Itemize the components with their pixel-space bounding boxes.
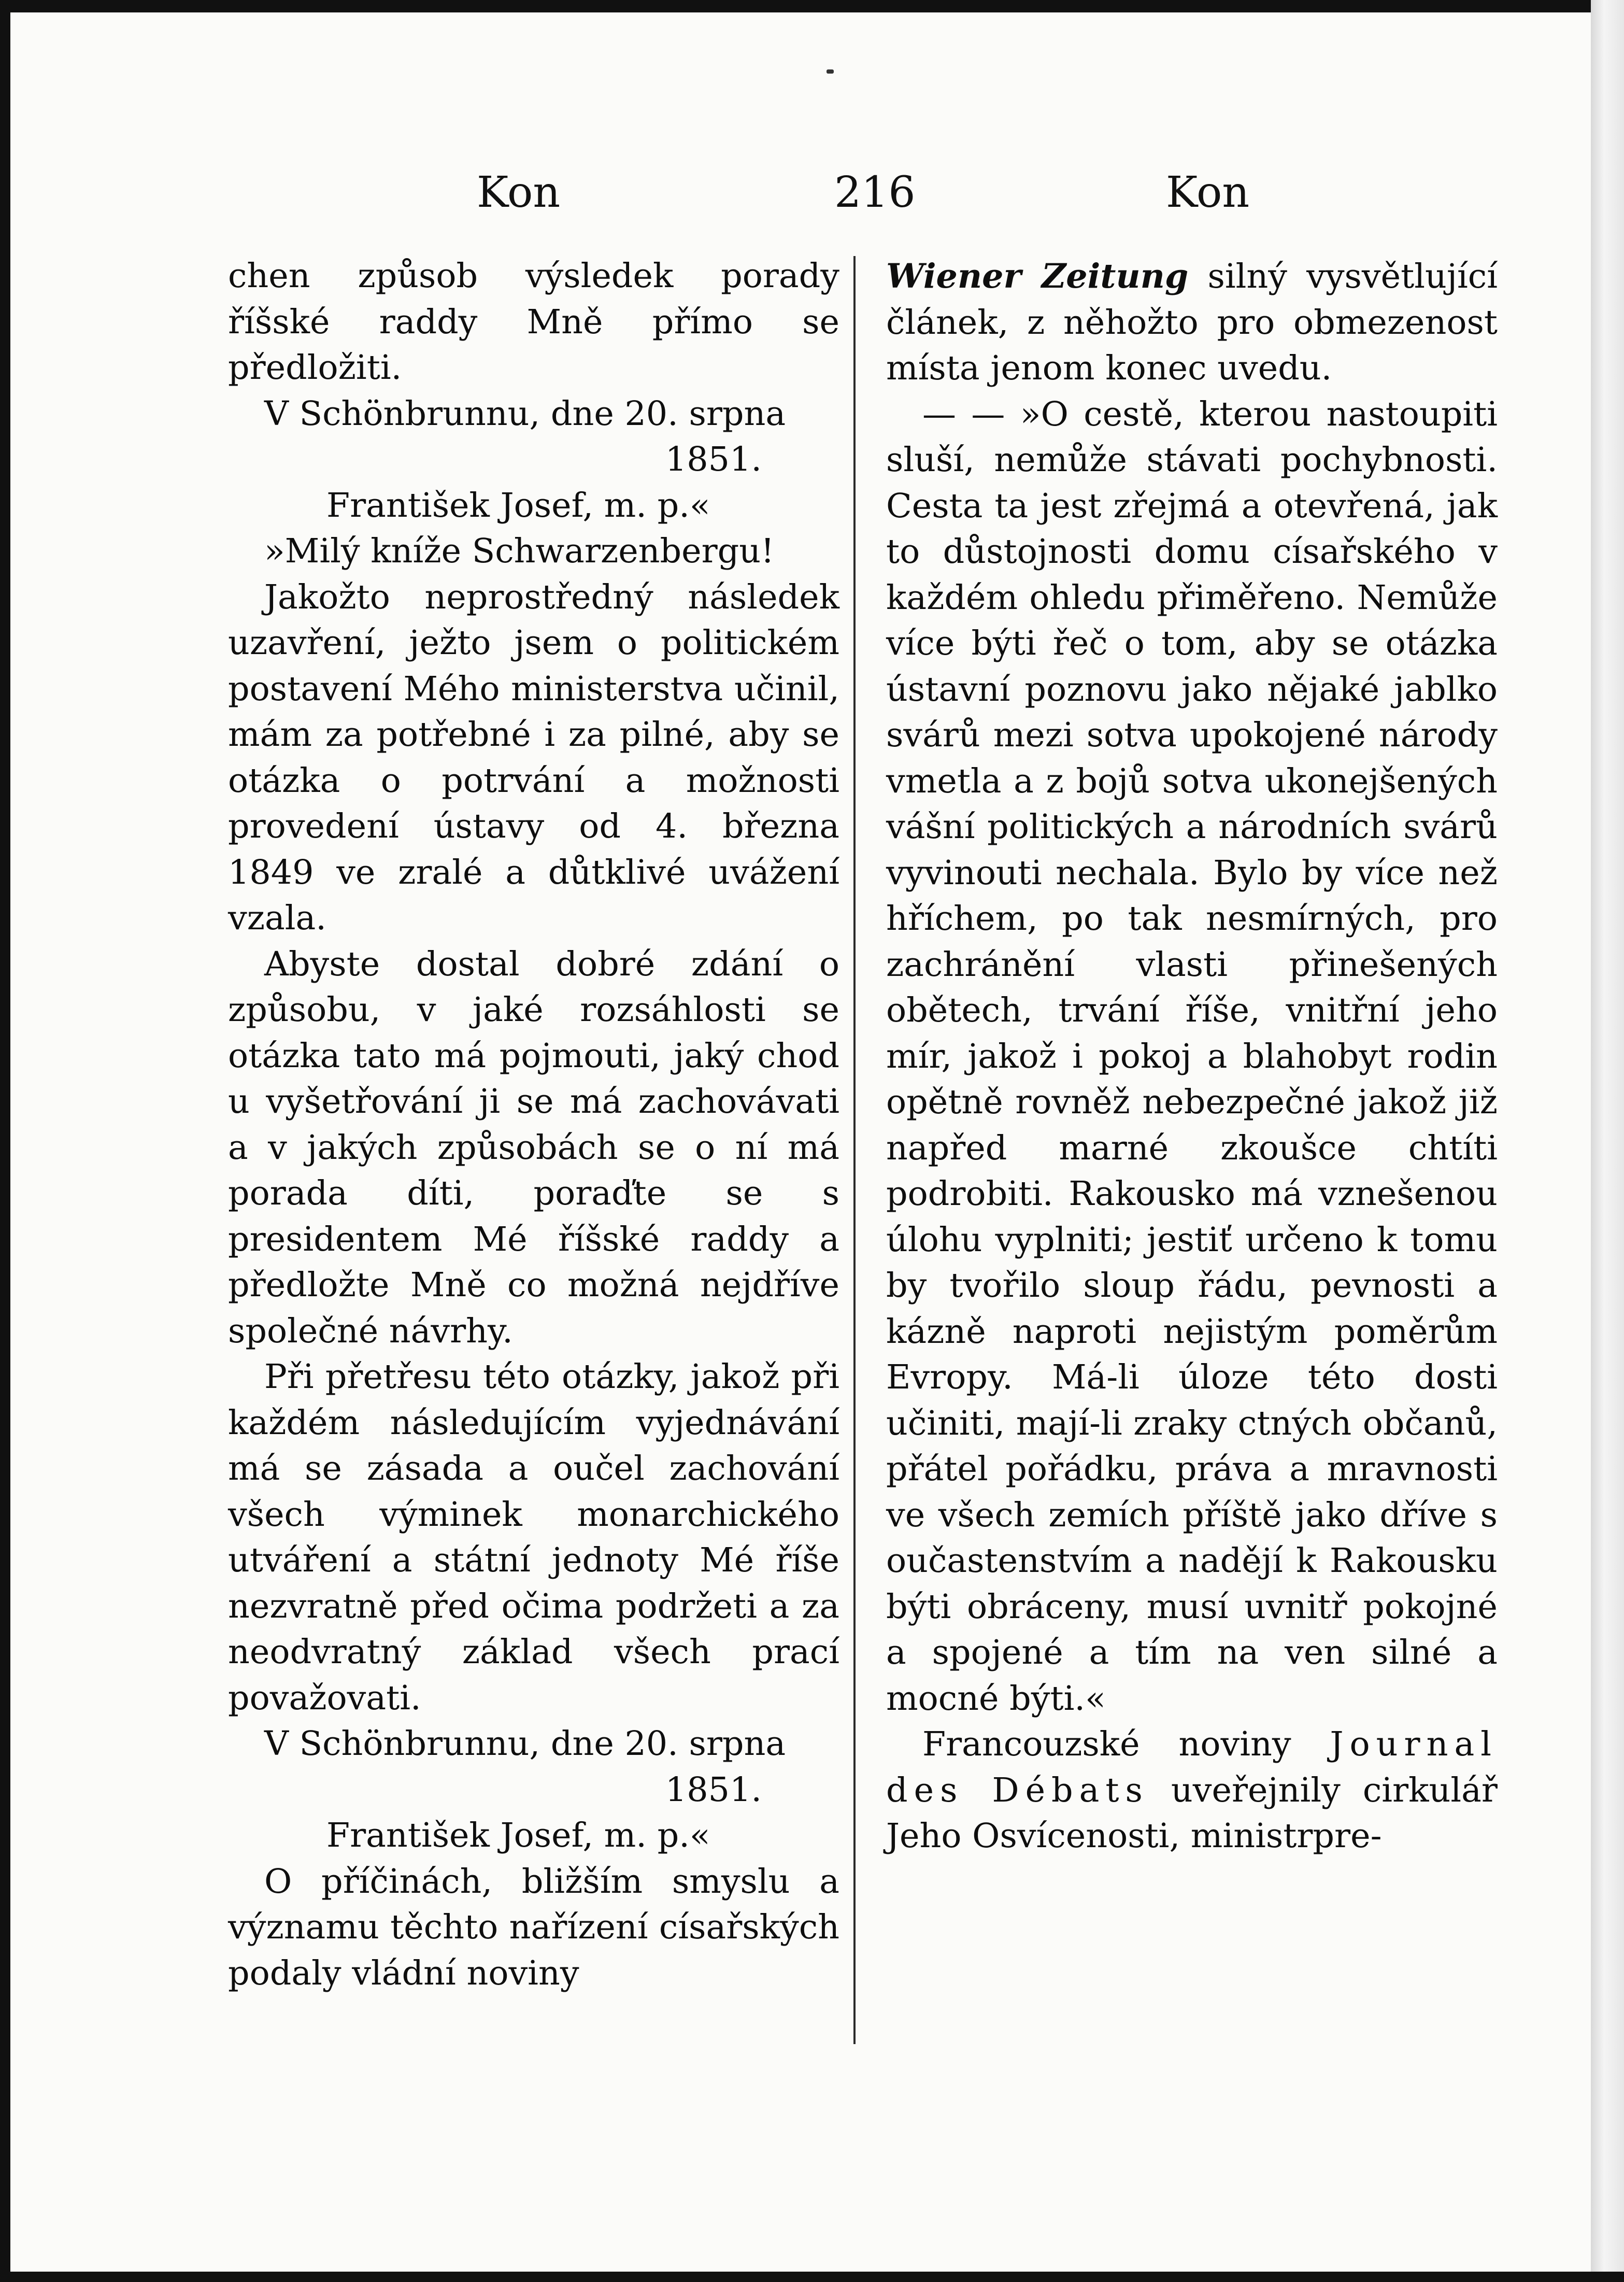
book-page [10, 12, 1591, 2272]
page-number: 216 [834, 168, 916, 217]
paragraph-text: silný vysvětlující článek, z něhožto pro obmezenost místa jenom konec uvedu. [886, 257, 1498, 388]
column-divider [853, 256, 856, 2044]
paragraph: O příčinách, bližším smyslu a významu těchto nařízení císařských podaly vládní noviny [228, 1862, 839, 1993]
paragraph [886, 1722, 1498, 1860]
paragraph-continuation: chen způsob výsledek porady říšské raddy Mně přímo se předložiti. [228, 257, 839, 387]
scan-bottom-edge [0, 2272, 1624, 2282]
scan-dust-mark [827, 69, 834, 74]
date-year: 1851. [665, 440, 762, 479]
header-left-word: Kon [477, 168, 561, 217]
paragraph-quote: — — »O cestě, kterou nastoupiti sluší, nemůže stávati pochybnosti. Cesta ta jest zřejmá a otevřená, jak to důstojnosti domu císařského v každém ohledu přiměřeno. Nemůže více býti řeč o tom, aby se otázka ústavní poznovu jako nějaké jablko svárů mezi sotva upokojené národy vmetla a z bojů sotva ukonejšených vášní politických a národních svárů vyvinouti nechala. Bylo by více než hříchem, po tak nesmírných, pro zachránění vlasti přinešených obětech, trvání říše, vnitřní jeho mír, jakož i pokoj a blahobyt rodin opětně rovněž nebezpečné jakož již napřed marné zkoušce chtíti podrobiti. Rakousko má vznešenou úlohu vyplniti; jestiť určeno k tomu by tvořilo sloup řádu, pevnosti a kázně naproti nejistým poměrům Evropy. Má-li úloze této dosti učiniti, mají-li zraky ctných občanů, přátel pořádku, práva a mravnosti ve všech zemích příště jako dříve s oučastenstvím a nadějí k Rakousku býti obráceny, musí uvnitř pokojné a spojené a tím na ven silné a mocné býti.« [886, 394, 1498, 1718]
paragraph: Při přetřesu této otázky, jakož při každém následujícím vyjednávání má se zásada a oučel zachování všech výminek monarchického utváření a státní jednoty Mé říše nezvratně před očima podržeti a za neodvratný základ všech prací považovati. [228, 1357, 839, 1718]
date-line: V Schönbrunnu, dne 20. srpna [264, 394, 786, 433]
signature: František Josef, m. p.« [326, 1816, 710, 1855]
paragraph-text: uveřejnily cirkulář Jeho Osvícenosti, ministrpre- [886, 1770, 1498, 1855]
right-column [886, 253, 1498, 1860]
signature: František Josef, m. p.« [326, 486, 710, 525]
paragraph-continuation [886, 253, 1498, 392]
date-year: 1851. [665, 1770, 762, 1809]
date-line: V Schönbrunnu, dne 20. srpna [264, 1724, 786, 1763]
left-column [228, 253, 839, 1996]
journal-title: Journal des Débats [886, 1725, 1498, 1810]
scan-left-edge [0, 0, 10, 2282]
header-right-word: Kon [1166, 168, 1250, 217]
newspaper-title: Wiener Zeitung [886, 257, 1189, 296]
paragraph-text: Francouzské noviny [922, 1725, 1330, 1764]
running-header [10, 168, 1591, 240]
paragraph: Abyste dostal dobré zdání o způsobu, v jaké rozsáhlosti se otázka tato má pojmouti, jaký chod u vyšetřování ji se má zachovávati a v jakých způsobách se o ní má porada díti, poraďte se s presidentem Mé říšské raddy a předložte Mně co možná nejdříve společné návrhy. [228, 944, 839, 1351]
paragraph: Jakožto neprostředný následek uzavření, ježto jsem o politickém postavení Mého ministerstva učinil, mám za potřebné i za pilné, aby se otázka o potrvání a možnosti provedení ústavy od 4. března 1849 ve zralé a důtklivé uvážení vzala. [228, 577, 839, 938]
scan-right-edge [1591, 0, 1624, 2282]
salutation: »Milý kníže Schwarzenbergu! [264, 532, 775, 571]
